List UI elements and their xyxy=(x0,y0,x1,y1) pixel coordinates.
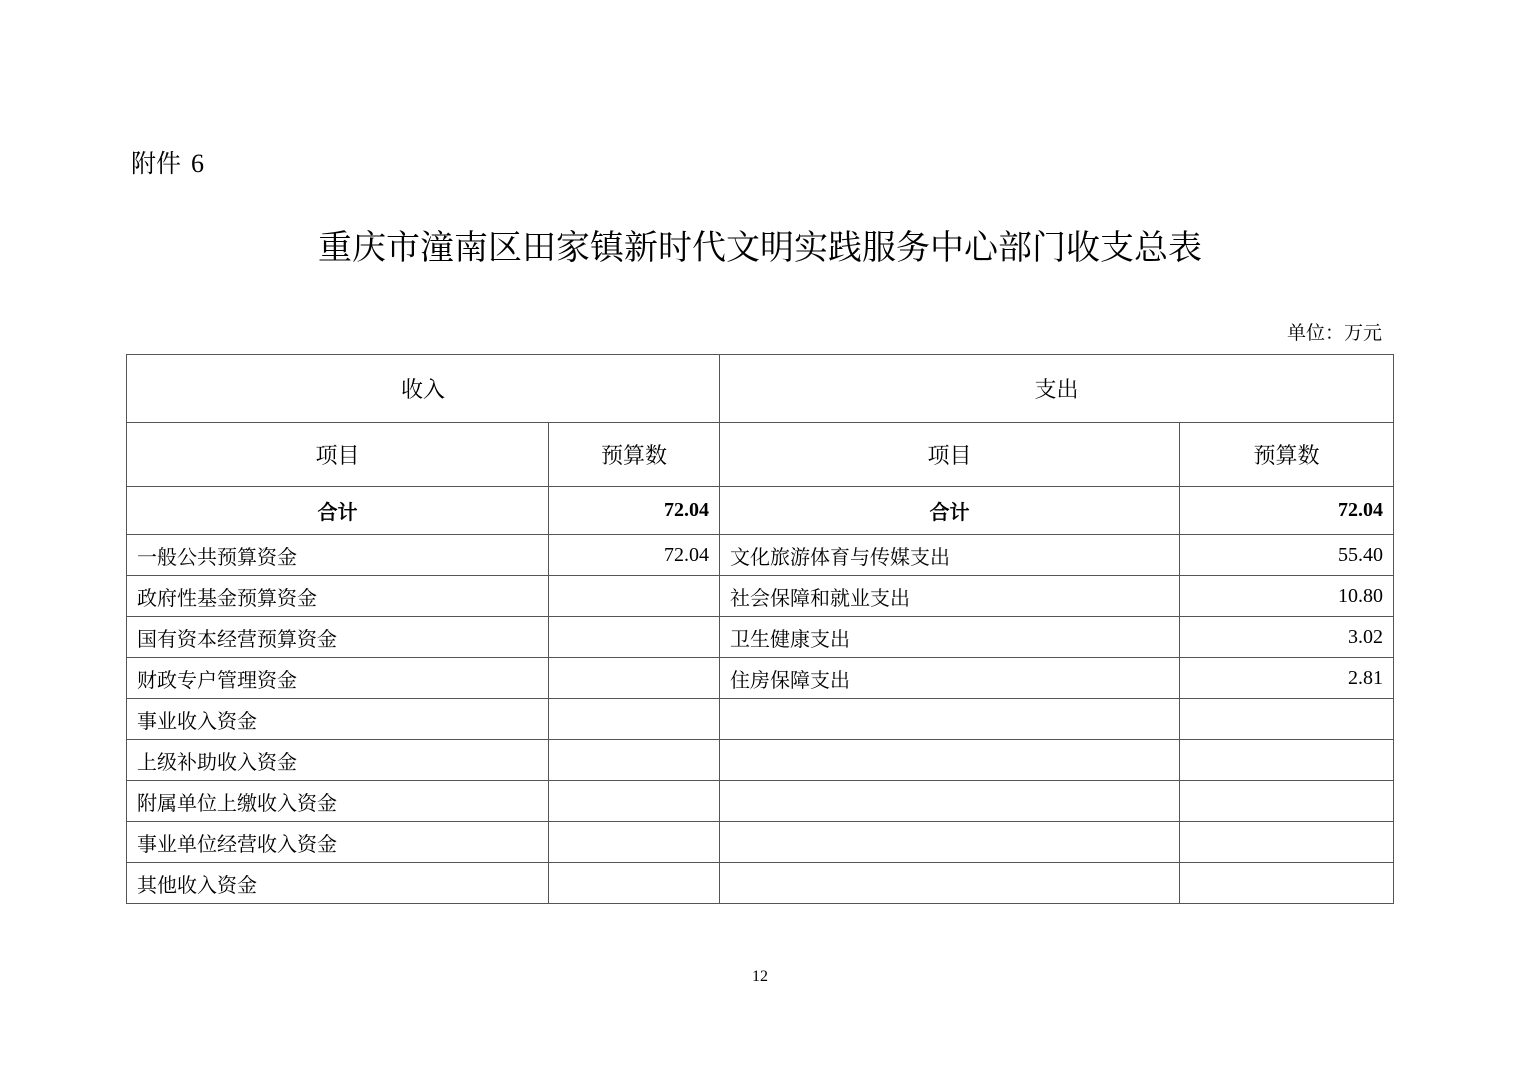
expense-value xyxy=(1180,822,1394,863)
expense-total-value: 72.04 xyxy=(1180,487,1394,535)
column-header-row xyxy=(127,423,1394,487)
income-total-value: 72.04 xyxy=(549,487,720,535)
income-budget-header: 预算数 xyxy=(549,423,720,487)
income-value xyxy=(549,822,720,863)
income-item: 政府性基金预算资金 xyxy=(127,576,549,617)
expense-value xyxy=(1180,863,1394,904)
table-row xyxy=(127,863,1394,904)
income-value xyxy=(549,576,720,617)
expense-value: 3.02 xyxy=(1180,617,1394,658)
unit-label: 单位：万元 xyxy=(1286,322,1382,344)
income-value xyxy=(549,658,720,699)
table-row xyxy=(127,658,1394,699)
expense-item xyxy=(720,781,1180,822)
attachment-label xyxy=(131,148,204,180)
expense-item xyxy=(720,740,1180,781)
expense-value xyxy=(1180,740,1394,781)
income-item: 一般公共预算资金 xyxy=(127,535,549,576)
income-item: 国有资本经营预算资金 xyxy=(127,617,549,658)
income-value xyxy=(549,617,720,658)
expense-item: 文化旅游体育与传媒支出 xyxy=(720,535,1180,576)
table-row xyxy=(127,576,1394,617)
table-row xyxy=(127,822,1394,863)
expense-item xyxy=(720,699,1180,740)
expense-item-header: 项目 xyxy=(720,423,1180,487)
income-item: 上级补助收入资金 xyxy=(127,740,549,781)
income-item: 事业收入资金 xyxy=(127,699,549,740)
table-row xyxy=(127,535,1394,576)
income-item: 事业单位经营收入资金 xyxy=(127,822,549,863)
page-number: 12 xyxy=(752,968,768,985)
income-value xyxy=(549,781,720,822)
income-value: 72.04 xyxy=(549,535,720,576)
income-header: 收入 xyxy=(127,355,720,423)
expense-item: 社会保障和就业支出 xyxy=(720,576,1180,617)
budget-table xyxy=(126,354,1394,904)
table-row xyxy=(127,781,1394,822)
expense-item: 卫生健康支出 xyxy=(720,617,1180,658)
table-row xyxy=(127,699,1394,740)
budget-table-body xyxy=(127,355,1394,904)
income-item: 附属单位上缴收入资金 xyxy=(127,781,549,822)
income-item: 其他收入资金 xyxy=(127,863,549,904)
expense-value: 10.80 xyxy=(1180,576,1394,617)
expense-value: 2.81 xyxy=(1180,658,1394,699)
attachment-text: 附件 xyxy=(131,149,182,178)
page-title: 重庆市潼南区田家镇新时代文明实践服务中心部门收支总表 xyxy=(318,228,1202,268)
expense-item xyxy=(720,863,1180,904)
table-row xyxy=(127,617,1394,658)
income-value xyxy=(549,863,720,904)
table-row xyxy=(127,740,1394,781)
expense-budget-header: 预算数 xyxy=(1180,423,1394,487)
expense-value xyxy=(1180,781,1394,822)
income-total-label: 合计 xyxy=(127,487,549,535)
income-item: 财政专户管理资金 xyxy=(127,658,549,699)
group-header-row xyxy=(127,355,1394,423)
expense-total-label: 合计 xyxy=(720,487,1180,535)
expense-item: 住房保障支出 xyxy=(720,658,1180,699)
income-value xyxy=(549,699,720,740)
income-item-header: 项目 xyxy=(127,423,549,487)
expense-item xyxy=(720,822,1180,863)
expense-value: 55.40 xyxy=(1180,535,1394,576)
expense-header: 支出 xyxy=(720,355,1394,423)
total-row xyxy=(127,487,1394,535)
expense-value xyxy=(1180,699,1394,740)
attachment-number: 6 xyxy=(191,149,205,178)
income-value xyxy=(549,740,720,781)
